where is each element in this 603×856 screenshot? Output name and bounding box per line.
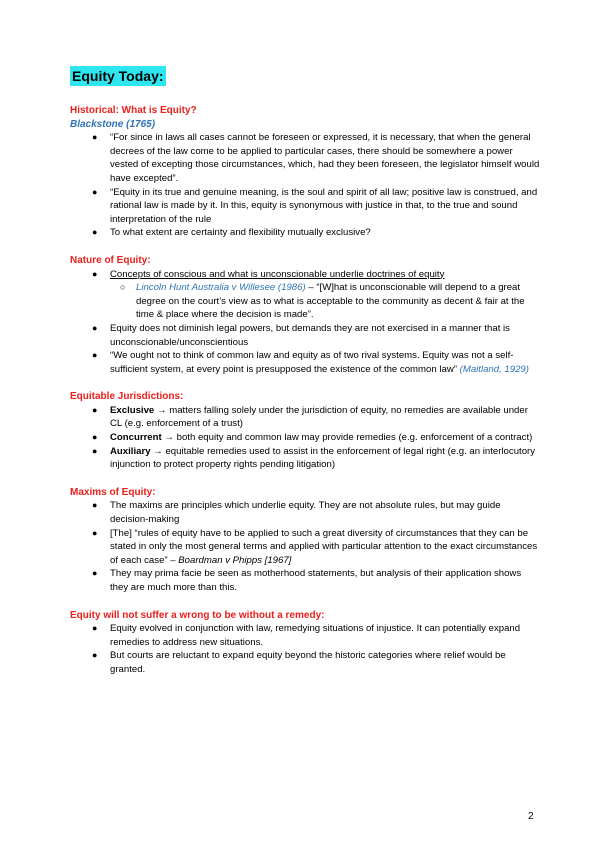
section-wrong-remedy xyxy=(70,609,540,677)
bullet-icon: ● xyxy=(92,432,98,443)
bullet-icon: ● xyxy=(92,568,98,579)
bullet-icon: ● xyxy=(92,623,98,634)
bullet-icon: ● xyxy=(92,650,98,661)
list-item-text: → both equity and common law may provide remedies (e.g. enforcement of a contract) xyxy=(161,432,533,444)
case-citation: Lincoln Hunt Australia v Willesee (1986) xyxy=(136,282,306,294)
bullet-icon: ● xyxy=(92,527,98,538)
section-heading: Equitable Jurisdictions: xyxy=(70,391,184,403)
list-item xyxy=(70,268,540,322)
page-content xyxy=(70,66,540,691)
bullet-icon: ● xyxy=(92,132,98,143)
list-item xyxy=(70,431,540,445)
list-item xyxy=(70,445,540,472)
section-historical xyxy=(70,104,540,240)
sub-list-item xyxy=(70,281,540,322)
term-label: Concurrent xyxy=(110,432,162,444)
list-item-text: To what extent are certainty and flexibility mutually exclusive? xyxy=(110,227,371,239)
list-item-text: “Equity in its true and genuine meaning, is the soul and spirit of all law; positive law is construed, and rational law is made by it. In this, equity is synonymous with justice in that, to the true and sound interpretation of the rule xyxy=(110,186,538,225)
list-item xyxy=(70,226,540,240)
list-item-text: → matters falling solely under the jurisdiction of equity, no remedies are available under CL (e.g. enforcement of a trust) xyxy=(110,404,528,430)
list-item-text: Equity does not diminish legal powers, but demands they are not exercised in a manner that is unconscionable/unconscientious xyxy=(110,322,510,348)
bullet-icon: ● xyxy=(92,322,98,333)
case-citation: Boardman v Phipps [1967] xyxy=(178,554,292,566)
bullet-icon: ● xyxy=(92,227,98,238)
list-item-text: [The] “rules of equity have to be applied to such a great diversity of circumstances that they can be stated in only the most general terms and applied with particular attention to the exact circumstances of each case” – xyxy=(110,527,538,566)
bullet-icon: ● xyxy=(92,445,98,456)
list-item-text: But courts are reluctant to expand equity beyond the historic categories where relief would be granted. xyxy=(110,650,506,675)
list-item-text: Equity evolved in conjunction with law, remedying situations of injustice. It can potentially expand remedies to address new situations. xyxy=(110,623,521,648)
list-item xyxy=(70,649,540,676)
list-item xyxy=(70,186,540,227)
sub-bullet-list xyxy=(70,281,540,322)
page-number: 2 xyxy=(528,811,534,822)
case-citation: (Maitland, 1929) xyxy=(459,363,529,375)
list-item-text: Concepts of conscious and what is unconscionable underlie doctrines of equity xyxy=(110,268,445,280)
list-item xyxy=(70,499,540,526)
list-item xyxy=(70,349,540,376)
list-item-text: – “[W]hat is unconscionable will depend to a great degree on the court’s view as to what is acceptable to the community as decent & fair at the time & place where the decision is made”. xyxy=(136,282,525,321)
bullet-list xyxy=(70,404,540,472)
case-subheading: Blackstone (1765) xyxy=(70,118,156,130)
section-heading: Maxims of Equity: xyxy=(70,486,156,498)
bullet-icon: ● xyxy=(92,186,98,197)
bullet-list xyxy=(70,268,540,377)
term-label: Exclusive xyxy=(110,404,155,416)
bullet-icon: ● xyxy=(92,404,98,415)
list-item xyxy=(70,131,540,185)
list-item xyxy=(70,404,540,431)
section-heading: Nature of Equity: xyxy=(70,254,151,266)
hollow-bullet-icon: ○ xyxy=(120,282,126,293)
list-item-text: They may prima facie be seen as motherhood statements, but analysis of their application shows they are much more than this. xyxy=(110,568,522,593)
bullet-list xyxy=(70,499,540,594)
section-heading: Equity will not suffer a wrong to be without a remedy: xyxy=(70,609,325,621)
list-item-text: → equitable remedies used to assist in the enforcement of legal right (e.g. an interlocutory injunction to protect property rights pending litigation) xyxy=(110,445,536,471)
term-label: Auxiliary xyxy=(110,445,151,457)
list-item-text: “For since in laws all cases cannot be foreseen or expressed, it is necessary, that when the general decrees of the law come to be applied to particular cases, there should be somewhere a power vested of excepting those circumstances, which, had they been foreseen, the legislator himself would have excepted”. xyxy=(110,132,540,184)
section-nature xyxy=(70,254,540,376)
bullet-icon: ● xyxy=(92,350,98,361)
list-item xyxy=(70,527,540,568)
list-item xyxy=(70,622,540,649)
list-item xyxy=(70,567,540,594)
list-item xyxy=(70,322,540,349)
list-item-text: “We ought not to think of common law and equity as of two rival systems. Equity was not a self-sufficient system, at every point is presupposed the existence of the common law” xyxy=(110,350,514,375)
bullet-icon: ● xyxy=(92,268,98,279)
page-title: Equity Today: xyxy=(72,68,164,84)
section-heading: Historical: What is Equity? xyxy=(70,105,197,116)
bullet-list xyxy=(70,131,540,240)
section-jurisdictions xyxy=(70,390,540,472)
list-item-text: The maxims are principles which underlie equity. They are not absolute rules, but may guide decision-making xyxy=(110,500,501,526)
section-maxims xyxy=(70,486,540,595)
bullet-list xyxy=(70,622,540,676)
bullet-icon: ● xyxy=(92,500,98,511)
